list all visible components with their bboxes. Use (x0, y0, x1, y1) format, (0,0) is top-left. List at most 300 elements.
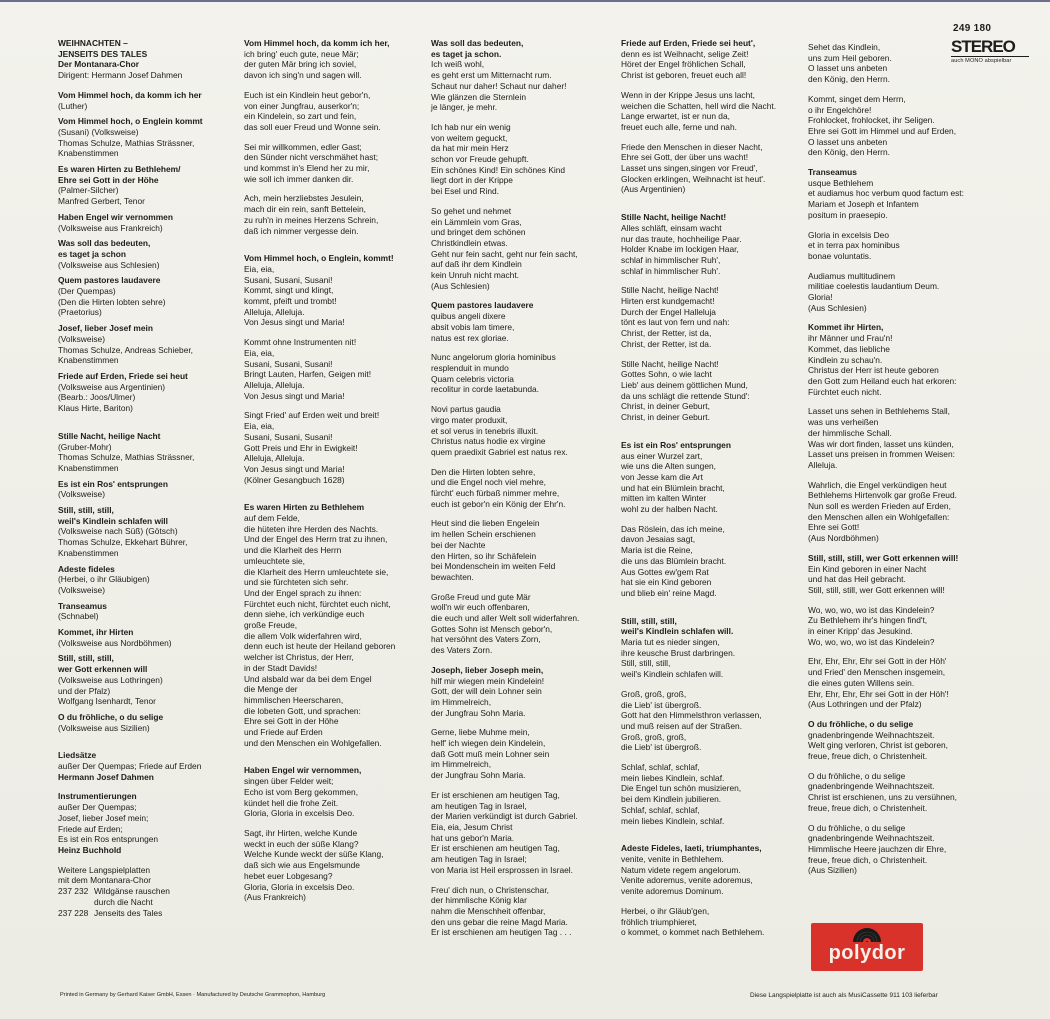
lyric-line: virgo mater produxit, (431, 414, 508, 425)
lyric-line: Stille Nacht, heilige Nacht! (621, 358, 719, 369)
track-note: (Der Quempas) (58, 286, 116, 297)
polydor-wordmark: polydor (828, 942, 906, 964)
stereo-label: STEREO (951, 38, 1029, 57)
lyric-stanza (431, 38, 609, 113)
lyric-line: Holder Knabe im lockigen Haar, (621, 244, 739, 255)
track-note: (Gruber-Mohr) (58, 441, 112, 452)
track-title: Josef, lieber Josef mein (58, 323, 153, 334)
track-note: Wolfgang Isenhardt, Tenor (58, 696, 156, 707)
lyric-stanza (621, 906, 801, 938)
record-title: Jenseits des Tales (94, 907, 163, 918)
lyric-line: Wahrlich, die Engel verkündigen heut (808, 479, 947, 490)
song-title: Vom Himmel hoch, o Englein, kommt! (244, 253, 394, 264)
lyric-line: Kommt ohne Instrumenten nit! (244, 337, 357, 348)
lyric-line: den Menschen allen ein Wohlgefallen: (808, 511, 950, 522)
lyric-line: freuet euch alle, ferne und nah. (621, 121, 737, 132)
lyric-line: o ihr Engelchöre! (808, 104, 872, 115)
footer-cassette-note: Diese Langspielplatte ist auch als MusiCassette 911 103 lieferbar (750, 992, 938, 999)
lyric-line: daß Gott muß mein Lohner sein (431, 748, 550, 759)
track-title: wer Gott erkennen will (58, 664, 148, 675)
lyric-line: und die Engel noch viel mehre, (431, 477, 546, 488)
lyric-line: (Aus Argentinien) (621, 184, 686, 195)
lyric-line: Ehre sei Gott, der über uns wacht! (621, 152, 749, 163)
lyric-line: Gloria! (808, 292, 833, 303)
track-note: (Volksweise aus Sizilien) (58, 722, 150, 733)
lyric-line: im Himmelreich, (431, 696, 492, 707)
lyric-stanza (621, 762, 801, 826)
track-entry (58, 627, 233, 648)
lyric-line: Er ist erschienen am heutigen Tag, (431, 843, 560, 854)
song-title: Vom Himmel hoch, da komm ich her, (244, 38, 390, 48)
lyric-line: aus einer Wurzel zart, (621, 450, 703, 461)
song-title: Stille Nacht, heilige Nacht! (621, 212, 727, 223)
lyric-line: Echo ist vom Berg gekommen, (244, 786, 359, 797)
lyric-line: schlaf in himmlischer Ruh', (621, 254, 721, 265)
lyric-line: von einer Jungfrau, auserkor'n; (244, 100, 360, 111)
track-title: Es waren Hirten zu Bethlehem/ (58, 164, 181, 175)
lyric-line: von weitem geguckt, (431, 132, 508, 143)
lyric-line: Audiamus multitudinem (808, 270, 896, 281)
lyric-line: Von Jesus singt und Maria! (244, 390, 345, 401)
lyric-line: Lasset uns preisen in frommen Weisen: (808, 449, 955, 460)
lyric-line: und muß reisen auf der Straßen. (621, 720, 743, 731)
lyric-stanza (244, 410, 424, 485)
lyric-line: Aus Gottes ew'gem Rat (621, 566, 709, 577)
track-entry (58, 371, 233, 414)
lyric-line: o kommet, o kommet nach Bethlehem. (621, 927, 765, 938)
lyric-line: Ehre sei Gott in der Höhe (244, 716, 339, 727)
lyric-line: des Vaters Zorn. (431, 645, 493, 656)
lyric-stanza (621, 38, 801, 81)
lyric-line: venite adoremus Dominum. (621, 886, 724, 897)
lyric-line: Kommt, singt und klingt, (244, 285, 334, 296)
track-note: (Volksweise aus Argentinien) (58, 381, 166, 392)
lyric-stanza (808, 656, 988, 710)
lyric-line: freue, freue dich, o Christenheit. (808, 854, 928, 865)
lyric-line: den Gott zum Heiland euch hat erkoren: (808, 375, 957, 386)
lyric-line: Von Jesus singt und Maria! (244, 463, 345, 474)
lyric-line: Wenn in der Krippe Jesus uns lacht, (621, 89, 755, 100)
lyric-line: et audiamus hoc verbum quod factum est: (808, 188, 964, 199)
lyric-line: Susani, Susani, Susani! (244, 274, 333, 285)
lyric-line: Gott, der will dein Lohner sein (431, 686, 542, 697)
track-title: Haben Engel wir vernommen (58, 211, 173, 222)
track-title: Es ist ein Ros' entsprungen (58, 478, 168, 489)
lyric-line: Und der Engel sprach zu ihnen: (244, 587, 362, 598)
liedsaetze-text: außer Der Quempas; Friede auf Erden (58, 761, 202, 772)
lyric-line: gnadenbringende Weihnachtszeit. (808, 833, 935, 844)
track-note: Thomas Schulze, Mathias Strässner, (58, 137, 195, 148)
lyric-line: fröhlich triumphieret, (621, 916, 697, 927)
track-note: Thomas Schulze, Ekkehart Bührer, (58, 537, 188, 548)
lyric-line: positum in praesepio. (808, 209, 888, 220)
lyric-line: Hirten erst kundgemacht! (621, 296, 715, 307)
lyric-line: daß sich wie aus Engelsmunde (244, 860, 360, 871)
lyric-line: Alleluja. (808, 459, 838, 470)
lyric-line: weichen die Schatten, hell wird die Nacht. (621, 100, 777, 111)
lyric-stanza (244, 828, 424, 903)
lyric-line: zu ruh'n in meines Herzens Schrein, (244, 214, 379, 225)
lyric-line: Bethlehems Hirtenvolk gar große Freud. (808, 490, 957, 501)
lyric-line: Susani, Susani, Susani! (244, 358, 333, 369)
lyric-stanza (244, 337, 424, 401)
lyric-line: bei der Nachte (431, 539, 486, 550)
lyric-line: Maria ist die Reine, (621, 545, 693, 556)
catalog-number: 249 180 (953, 23, 992, 34)
lyric-line: Gloria, Gloria in excelsis Deo. (244, 808, 355, 819)
lyric-line: Christ, in deiner Geburt, (621, 401, 710, 412)
lyric-line: Alles schläft, einsam wacht (621, 222, 722, 233)
track-note: (Volksweise aus Frankreich) (58, 222, 163, 233)
lyric-line: es geht erst um Mitternacht rum. (431, 70, 552, 81)
lyric-line: (Aus Schlesien) (808, 302, 867, 313)
lyric-stanza (808, 553, 988, 596)
song-title: Transeamus (808, 167, 857, 178)
lyric-stanza (431, 518, 609, 582)
lyric-line: Lasset uns singen,singen vor Freud', (621, 163, 758, 174)
lyric-line: Heut sind die lieben Engelein (431, 518, 540, 529)
lyric-line: absit vobis lam timere, (431, 321, 515, 332)
lyric-line: und den Menschen ein Wohlgefallen. (244, 737, 382, 748)
lyric-line: tönt es laut von fern und nah: (621, 317, 730, 328)
lyric-line: in der Stadt Davids! (244, 662, 318, 673)
lyric-line: O du fröhliche, o du selige (808, 822, 906, 833)
song-title: O du fröhliche, o du selige (808, 718, 914, 729)
lyric-line: Geht nur fein sacht, geht nur fein sacht, (431, 248, 578, 259)
lyric-line: hat uns gebor'n Maria. (431, 832, 515, 843)
lyric-line: freue, freue dich, o Christenheit. (808, 751, 928, 762)
lyric-line: wie uns die Alten sungen, (621, 461, 716, 472)
lyric-line: Herbei, o ihr Gläub'gen, (621, 905, 710, 916)
lyric-line: liegt dort in der Krippe (431, 175, 513, 186)
lyric-line: Die Engel tun schön musizieren, (621, 783, 742, 794)
lyric-line: den König, den Herrn. (808, 147, 890, 158)
record-title: Wildgänse rauschen (94, 886, 170, 897)
lyric-line: der Jungfrau Sohn Maria. (431, 770, 526, 781)
lyric-line: ein Lämmlein vom Gras, (431, 216, 522, 227)
lyric-line: Gottes Sohn ist Mensch gebor'n, (431, 623, 553, 634)
lyric-line: Fürchtet euch nicht, fürchtet euch nicht, (244, 598, 391, 609)
lyric-line: schlaf in himmlischer Ruh'. (621, 265, 721, 276)
lyric-line: am heutigen Tag in Israel; (431, 854, 527, 865)
lyric-line: Eia, eia, (244, 347, 275, 358)
track-note: (Volksweise) (58, 584, 106, 595)
lyric-line: Welt ging verloren, Christ ist geboren, (808, 740, 948, 751)
lyric-stanza (431, 665, 609, 719)
lyric-line: Stille Nacht, heilige Nacht! (621, 285, 719, 296)
lyric-line: Lasset uns sehen in Bethlehems Stall, (808, 406, 950, 417)
track-title: Kommet, ihr Hirten (58, 627, 134, 638)
track-note: Thomas Schulze, Mathias Strässner, (58, 452, 195, 463)
lyric-line: Schaut nur daher! Schaut nur daher! (431, 80, 567, 91)
lyric-line: Groß, groß, groß, (621, 731, 687, 742)
track-note: Knabenstimmen (58, 547, 119, 558)
lyric-line: Kommet, das liebliche (808, 343, 890, 354)
lyric-line: denn es ist Weihnacht, selige Zeit! (621, 48, 749, 59)
lyric-line: hilf mir wiegen mein Kindelein! (431, 675, 545, 686)
lyric-stanza (431, 352, 609, 395)
track-entry (58, 212, 233, 233)
lyric-stanza (621, 90, 801, 133)
lyric-line: Und der Engel des Herrn trat zu ihnen, (244, 534, 388, 545)
lyric-line: Ein schönes Kind! Ein schönes Kind (431, 164, 566, 175)
lyric-line: Das Röslein, das ich meine, (621, 523, 725, 534)
lyric-stanza (621, 285, 801, 349)
lyric-line: ihre keusche Brust darbringen. (621, 647, 736, 658)
lyric-line: Alleluja, Alleluja. (244, 306, 305, 317)
lyric-line: ich bring' euch gute, neue Mär; (244, 48, 359, 59)
track-note: Klaus Hirte, Bariton) (58, 403, 133, 414)
song-title: Haben Engel wir vernommen, (244, 765, 362, 776)
lyric-line: Christ, der Retter, ist da. (621, 338, 712, 349)
lyric-line: O du fröhliche, o du selige (808, 770, 906, 781)
song-title: Joseph, lieber Joseph mein, (431, 664, 544, 675)
track-note: (Volksweise aus Nordböhmen) (58, 637, 172, 648)
lyric-line: bewachten. (431, 571, 474, 582)
more-records (58, 865, 233, 919)
lyric-stanza (621, 524, 801, 599)
lyric-line: die allem Volk widerfahren wird, (244, 630, 362, 641)
lyric-stanza (621, 142, 801, 196)
lyric-line: Höret der Engel fröhlichen Schall, (621, 59, 746, 70)
lyric-line: der Marien verkündigt ist durch Gabriel. (431, 811, 578, 822)
lyric-line: und blieb ein' reine Magd. (621, 587, 717, 598)
lyric-line: freue, freue dich, o Christenheit. (808, 802, 928, 813)
lyric-line: wohl zu der halben Nacht. (621, 504, 718, 515)
lyric-line: Christ, der Retter, ist da, (621, 328, 712, 339)
lyric-line: die Klarheit des Herrn umleuchtete sie, (244, 566, 389, 577)
track-note: (Susani) (Volksweise) (58, 126, 139, 137)
lyric-line: da hat mir mein Herz (431, 143, 509, 154)
lyric-line: je länger, je mehr. (431, 102, 498, 113)
lyric-line: in einer Kripp' das Jesukind. (808, 626, 913, 637)
lyric-line: Christus natus hodie ex virgine (431, 436, 546, 447)
instrumentation-line: Es ist ein Ros entsprungen (58, 834, 159, 845)
instrumentation-name: Heinz Buchhold (58, 845, 122, 855)
track-list (58, 90, 233, 734)
instrumentation-list (58, 802, 233, 845)
lyric-stanza (244, 502, 424, 748)
track-title: Ehre sei Gott in der Höhe (58, 174, 159, 185)
lyric-stanza (431, 885, 609, 939)
album-title-line-2: JENSEITS DES TALES (58, 48, 148, 59)
lyric-line: und hat das Heil gebracht. (808, 574, 906, 585)
lyric-stanza (431, 206, 609, 292)
track-entry (58, 323, 233, 366)
lyric-line: O lasset uns anbeten (808, 63, 888, 74)
lyric-line: Gloria in excelsis Deo (808, 229, 889, 240)
lyric-line: Christ ist erschienen, uns zu versühnen, (808, 792, 957, 803)
lyric-line: Sehet das Kindlein, (808, 42, 881, 52)
lyric-line: (Kölner Gesangbuch 1628) (244, 474, 345, 485)
lyric-line: Fürchtet euch nicht. (808, 386, 882, 397)
lyric-line: die Lieb' ist übergroß. (621, 742, 702, 753)
lyric-stanza (808, 94, 988, 158)
liedsaetze-name: Hermann Josef Dahmen (58, 771, 154, 782)
track-entry (58, 712, 233, 733)
lyric-line: weckt in euch der süße Klang? (244, 838, 359, 849)
song-title: Quem pastores laudavere (431, 300, 534, 311)
lyric-line: quem praedixit Gabriel est natus rex. (431, 446, 568, 457)
lyric-stanza (244, 142, 424, 185)
track-note: (Volksweise nach Süß) (Götsch) (58, 526, 178, 537)
lyric-stanza (808, 42, 988, 85)
lyric-line: Ehre sei Gott im Himmel und auf Erden, (808, 125, 957, 136)
song-title: Es ist ein Ros' entsprungen (621, 439, 731, 450)
lyric-line: davon Jesaias sagt, (621, 534, 696, 545)
lyric-stanza (431, 300, 609, 343)
lyric-line: helf' ich wiegen dein Kindelein, (431, 738, 546, 749)
lyric-line: Novi partus gaudia (431, 404, 501, 415)
song-title: weil's Kindlein schlafen will. (621, 626, 734, 637)
lyric-line: und sie fürchteten sich sehr. (244, 577, 349, 588)
lyric-stanza (431, 592, 609, 656)
lyric-line: (Aus Lothringen und der Pfalz) (808, 699, 922, 710)
record-entry (58, 886, 233, 897)
lyric-stanza (808, 406, 988, 470)
lyric-line: denn euch ist heute der Heiland geboren (244, 641, 396, 652)
lyric-line: Gerne, liebe Muhme mein, (431, 727, 530, 738)
lyric-line: et in terra pax hominibus (808, 240, 900, 251)
footer-printer-note: Printed in Germany by Gerhard Kaiser GmbH, Essen · Manufactured by Deutsche Grammophon, Hamburg (60, 992, 326, 998)
lyric-line: Gottes Sohn, o wie lacht (621, 369, 712, 380)
track-note: Knabenstimmen (58, 355, 119, 366)
lyric-line: Alleluja, Alleluja. (244, 453, 305, 464)
song-title: Adeste Fideles, laeti, triumphantes, (621, 843, 762, 854)
track-title: Friede auf Erden, Friede sei heut (58, 370, 188, 381)
lyric-line: mitten im kalten Winter (621, 493, 707, 504)
lyric-line: mein liebes Kindlein, schlaf. (621, 815, 725, 826)
lyric-line: resplenduit in mundo (431, 362, 509, 373)
lyric-line: (Aus Frankreich) (244, 892, 306, 903)
lyric-stanza (808, 719, 988, 762)
track-entry (58, 90, 233, 111)
lyric-line: den Hirten, so ihr Schäfelein (431, 550, 537, 561)
lyric-line: Er ist erschienen am heutigen Tag, (431, 789, 560, 800)
lyric-line: Still, still, still, (621, 658, 671, 669)
lyric-line: davon ich sing'n und sagen will. (244, 70, 362, 81)
lyric-stanza (244, 253, 424, 328)
lyric-line: Susani, Susani, Susani! (244, 431, 333, 442)
lyric-line: Christ ist geboren, freuet euch all! (621, 70, 747, 81)
lyric-line: militiae coelestis laudantium Deum. (808, 281, 940, 292)
lyric-line: wie soll ich immer danken dir. (244, 173, 354, 184)
lyric-stanza (431, 790, 609, 876)
track-note: Knabenstimmen (58, 462, 119, 473)
lyric-line: Wie glänzen die Sternlein (431, 91, 526, 102)
mono-note: auch MONO abspielbar (951, 58, 1012, 64)
lyric-line: Singt Fried' auf Erden weit und breit! (244, 410, 380, 421)
lyric-line: uns zum Heil geboren. (808, 52, 892, 63)
track-note: (Volksweise aus Lothringen) (58, 674, 163, 685)
lyric-line: Sagt, ihr Hirten, welche Kunde (244, 828, 358, 838)
track-title: O du fröhliche, o du selige (58, 711, 164, 722)
lyric-line: Große Freud und gute Mär (431, 591, 531, 602)
lyric-line: Nun soll es werden Frieden auf Erden, (808, 501, 951, 512)
lyric-line: Ehr, Ehr, Ehr, Ehr sei Gott in der Höh' (808, 656, 947, 667)
lyric-line: Gott Preis und Ehr in Ewigkeit! (244, 442, 358, 453)
track-title: Adeste fideles (58, 563, 115, 574)
track-entry (58, 164, 233, 207)
lyric-line: die Lieb' ist übergroß. (621, 699, 702, 710)
lyric-line: Lieb' aus deinem göttlichen Mund, (621, 379, 748, 390)
lyric-line: Von Jesus singt und Maria! (244, 317, 345, 328)
lyric-stanza (431, 404, 609, 458)
lyric-line: der himmlische König klar (431, 895, 527, 906)
lyric-line: den König, den Herrn. (808, 74, 890, 85)
track-note: (Praetorius) (58, 307, 102, 318)
lyric-line: Groß, groß, groß, (621, 688, 687, 699)
track-entry (58, 564, 233, 596)
lyrics-column-2 (244, 38, 424, 903)
lyric-line: ihr Männer und Frau'n! (808, 333, 893, 344)
lyric-line: Mariam et Joseph et Infantem (808, 199, 919, 210)
track-list-column (58, 38, 233, 918)
lyric-line: große Freude, (244, 620, 298, 631)
track-note: Knabenstimmen (58, 148, 119, 159)
track-title: Still, still, still, (58, 505, 114, 516)
lyric-line: Wo, wo, wo, wo ist das Kindelein? (808, 604, 935, 615)
lyric-line: die lobeten Gott, und sprachen: (244, 705, 361, 716)
lyric-line: die uns das Blümlein bracht. (621, 555, 727, 566)
lyric-line: umleuchtete sie, (244, 555, 305, 566)
lyric-line: auf daß ihr dem Kindlein (431, 259, 522, 270)
lyrics-column-5 (808, 42, 988, 876)
lyric-line: den uns gebar die reine Magd Maria. (431, 916, 568, 927)
lyric-line: Kommt, singet dem Herrn, (808, 93, 906, 104)
lyric-line: und bringet dem schönen (431, 227, 526, 238)
lyric-stanza (431, 122, 609, 197)
track-note: (Luther) (58, 100, 88, 111)
instrumentation-line: Josef, lieber Josef mein; (58, 812, 149, 823)
lyric-line: woll'n wir euch offenbaren, (431, 602, 530, 613)
lyric-line: gnadenbringende Weihnachtszeit. (808, 781, 935, 792)
lyric-line: der Jungfrau Sohn Maria. (431, 707, 526, 718)
track-entry (58, 431, 233, 474)
lyric-line: die eines guten Willens sein. (808, 677, 915, 688)
lyric-stanza (244, 193, 424, 236)
lyric-stanza (808, 230, 988, 262)
track-entry (58, 601, 233, 622)
lyric-line: Durch der Engel Halleluja (621, 306, 716, 317)
lyric-stanza (808, 771, 988, 814)
lyric-line: die hüteten ihre Herden des Nachts. (244, 523, 379, 534)
record-title: durch die Nacht (94, 896, 153, 907)
lyrics-column-3 (431, 38, 609, 938)
lyric-line: kein Unruh nicht macht. (431, 270, 519, 281)
lyric-line: Ehre sei Gott! (808, 522, 860, 533)
lyric-line: das soll euer Freud und Wonne sein. (244, 121, 381, 132)
lyric-line: am heutigen Tag in Israel, (431, 800, 527, 811)
lyric-line: welcher ist Christus, der Herr, (244, 652, 354, 663)
lyric-line: Frohlocket, frohlocket, ihr Seligen. (808, 115, 935, 126)
more-records-line: mit dem Montanara-Chor (58, 875, 152, 886)
track-note: (Bearb.: Joos/Ulmer) (58, 392, 136, 403)
lyric-line: Sei mir willkommen, edler Gast; (244, 141, 362, 152)
track-note: (Volksweise) (58, 489, 106, 500)
lyric-line: Eia, eia, (244, 263, 275, 274)
lyric-line: im hellen Schein erschienen (431, 529, 536, 540)
song-title: Was soll das bedeuten, (431, 38, 524, 48)
lyric-line: Christus der Herr ist heute geboren (808, 365, 939, 376)
lyric-line: gnadenbringende Weihnachtszeit. (808, 729, 935, 740)
lyric-line: Schlaf, schlaf, schlaf, (621, 762, 700, 773)
lyric-line: So gehet und nehmet (431, 205, 512, 216)
choir-name: Der Montanara-Chor (58, 59, 139, 70)
track-entry (58, 505, 233, 559)
lyric-stanza (621, 843, 801, 897)
instrumentation-line: Friede auf Erden; (58, 823, 123, 834)
